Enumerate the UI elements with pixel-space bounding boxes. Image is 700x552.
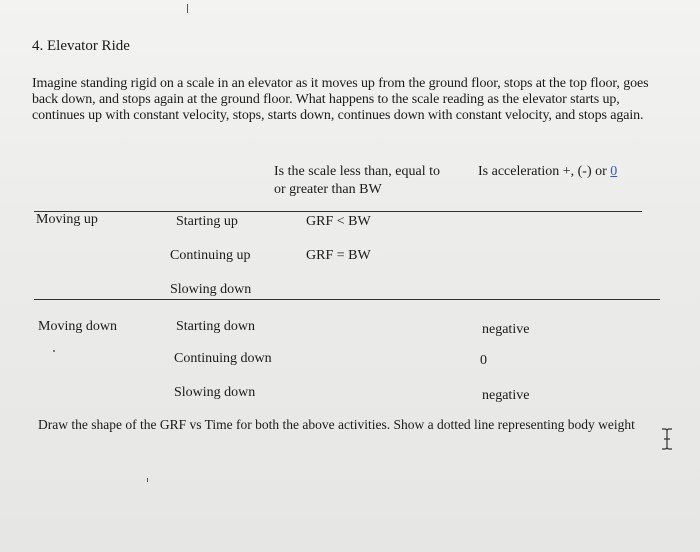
question-heading: 4. Elevator Ride	[32, 38, 130, 54]
column-header-acceleration-text: Is acceleration +, (-) or	[478, 164, 611, 179]
section-label-moving-up: Moving up	[36, 212, 98, 227]
paper-mark	[53, 350, 55, 352]
column-header-scale-line1: Is the scale less than, equal to	[274, 164, 441, 179]
column-header-acceleration-zero: 0	[610, 164, 618, 179]
column-header-scale-line2: or greater than BW	[274, 182, 382, 197]
column-header-acceleration	[478, 163, 617, 181]
accel-continuing-down: 0	[480, 353, 487, 368]
accel-slowing-down-down: negative	[482, 388, 530, 403]
paper-mark	[147, 478, 148, 482]
phase-continuing-up: Continuing up	[170, 248, 251, 263]
scale-continuing-up: GRF = BW	[306, 248, 371, 263]
scale-starting-up: GRF < BW	[306, 214, 371, 229]
section-divider-rule	[34, 299, 660, 300]
draw-instruction: Draw the shape of the GRF vs Time for both the above activities. Show a dotted line representing body weight	[38, 417, 635, 432]
phase-continuing-down: Continuing down	[174, 351, 272, 366]
accel-starting-down: negative	[482, 322, 530, 337]
text-cursor-icon	[660, 428, 674, 450]
phase-slowing-down-up: Slowing down	[170, 282, 252, 297]
table-top-rule	[34, 211, 642, 212]
question-intro: Imagine standing rigid on a scale in an elevator as it moves up from the ground floor, stops at the top floor, goes back down, and stops again at the ground floor. What happens to the scale reading as the elevator starts up, continues up with constant velocity, stops, starts down, continues down with constant velocity, and stops again.	[32, 76, 649, 123]
paper-mark	[187, 4, 188, 13]
section-label-moving-down: Moving down	[38, 319, 117, 334]
phase-starting-down: Starting down	[176, 319, 255, 334]
phase-starting-up: Starting up	[176, 214, 238, 229]
phase-slowing-down-down: Slowing down	[174, 385, 256, 400]
column-header-scale	[274, 163, 440, 199]
